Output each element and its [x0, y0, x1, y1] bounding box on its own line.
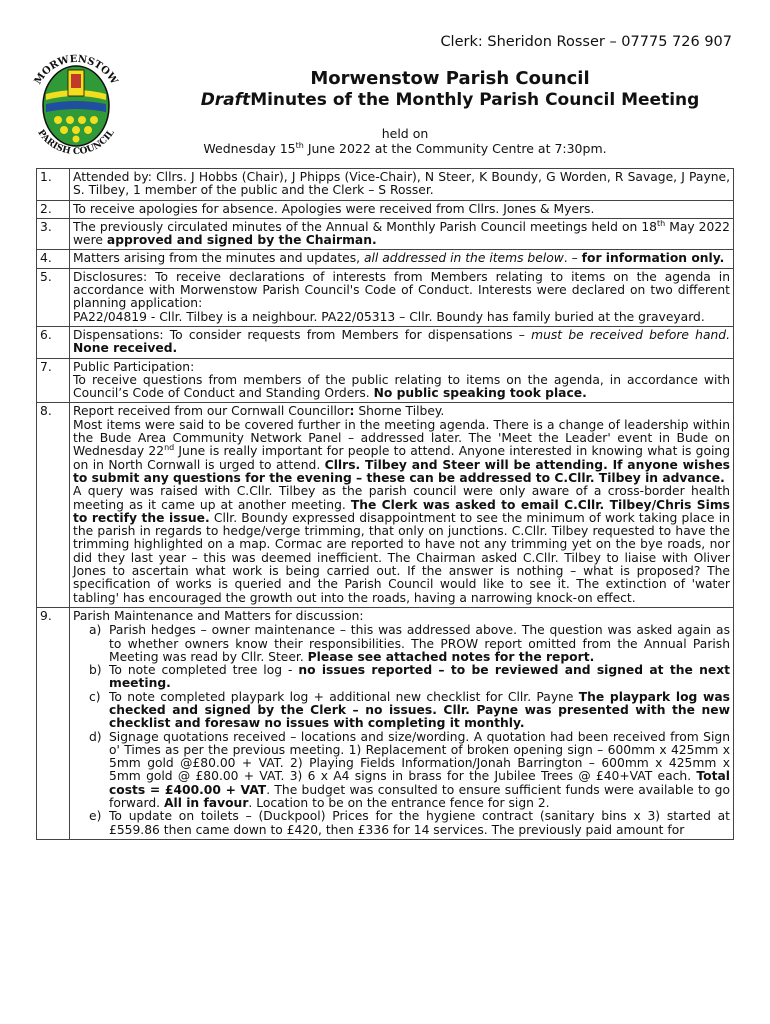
item-text: Parish Maintenance and Matters for discussion: a) Parish hedges – owner maintenance – this was addressed above. The question was asked again as to whether owners know their responsibilities. The PROW report omitted from the Annual Parish Meeting was read by Cllr. Steer. Please see attached notes for the report. b) To note completed tree log - no issues reported – to be reviewed and signed at the next meeting. c) To note completed playpark log + additional new checklist for Cllr. Payne The playpark log was checked and signed by the Clerk – no issues. Cllr. Payne was presented with the new checklist and foresaw no issues with completing it monthly. d) Signage quotations received – locations and size/wording. A quotation had been received from Sign o' Times as per the previous meeting. 1) Replacement of broken opening sign – 600mm x 425mm x 5mm gold @£80.00 + VAT. 2) Playing Fields Information/Jonah Barrington – 600mm x 425mm x 5mm gold @ £80.00 + VAT. 3) 6 x A4 signs in brass for the Jubilee Trees @ £40+VAT each. Total costs = £400.00 + VAT. The budget was consulted to ensure sufficient funds were available to go forward. All in favour. Location to be on the entrance fence for sign 2. e) To update on toilets – (Duckpool) Prices for the hygiene contract (sanitary bins x 3) started at £559.86 then came down to £420, then £336 for 14 services. The previously paid amount for: [70, 607, 734, 839]
item-number: 3.: [37, 218, 70, 250]
minutes-subtitle: DraftMinutes of the Monthly Parish Council Meeting: [200, 90, 700, 110]
minutes-row-3: [37, 218, 734, 250]
item-text: Report received from our Cornwall Councillor: Shorne Tilbey. Most items were said to be covered further in the meeting agenda. There is a change of leadership within the Bude Area Community Network Panel – addressed later. The 'Meet the Leader' event in Bude on Wednesday 22nd June is really important for people to attend. Anyone interested in knowing what is going on in North Cornwall is urged to attend. Cllrs. Tilbey and Steer will be attending. If anyone wishes to submit any questions for the evening – these can be addressed to C.Cllr. Tilbey in advance. A query was raised with C.Cllr. Tilbey as the parish council were only aware of a cross-border health meeting as it came up at another meeting. The Clerk was asked to email C.Cllr. Tilbey/Chris Sims to rectify the issue. Cllr. Boundy expressed disappointment to see the minimum of work taking place in the parish in regards to hedge/verge trimming, that only on junctions. C.Cllr. Tilbey requested to have the trimming highlighted on a map. Cormac are reported to have not any trimming yet on the bye roads, nor did they last year – this was deemed inefficient. The Chairman asked C.Cllr. Tilbey to liaise with Oliver Jones to ascertain what work is being carried out. If the answer is nothing – what is proposed? The specification of works is queried and the Parish Council would like to see it. The extinction of 'water tabling' has encouraged the growth out into the roads, having a narrowing knock-on effect.: [70, 403, 734, 607]
minutes-row-8: [37, 403, 734, 607]
item-number: 4.: [37, 250, 70, 268]
item-text: To receive apologies for absence. Apologies were received from Cllrs. Jones & Myers.: [70, 200, 734, 218]
sub-item: a) Parish hedges – owner maintenance – this was addressed above. The question was asked again as to whether owners know their responsibilities. The PROW report omitted from the Annual Parish Meeting was read by Cllr. Steer. Please see attached notes for the report.: [89, 623, 730, 664]
minutes-row-7: [37, 358, 734, 403]
minutes-table: [36, 168, 734, 840]
item-text: The previously circulated minutes of the Annual & Monthly Parish Council meetings held on 18th May 2022 were approved and signed by the Chairman.: [70, 218, 734, 250]
sub-item: e) To update on toilets – (Duckpool) Prices for the hygiene contract (sanitary bins x 3) started at £559.86 then came down to £420, then £336 for 14 services. The previously paid amount for: [89, 809, 730, 837]
item-number: 6.: [37, 326, 70, 358]
item-text: Dispensations: To consider requests from Members for dispensations – must be received before hand. None received.: [70, 326, 734, 358]
item-text: Matters arising from the minutes and updates, all addressed in the items below. – for information only.: [70, 250, 734, 268]
minutes-row-6: [37, 326, 734, 358]
sub-item: b) To note completed tree log - no issues reported – to be reviewed and signed at the next meeting.: [89, 663, 731, 691]
item-text: Public Participation: To receive questions from members of the public relating to items on the agenda, in accordance with Council’s Code of Conduct and Standing Orders. No public speaking took place.: [70, 358, 734, 403]
item-number: 2.: [37, 200, 70, 218]
sub-item: c) To note completed playpark log + additional new checklist for Cllr. Payne The playpark log was checked and signed by the Clerk – no issues. Cllr. Payne was presented with the new checklist and foresaw no issues with completing it monthly.: [89, 689, 730, 731]
sub-item-list: [73, 624, 730, 837]
item-number: 1.: [37, 169, 70, 201]
minutes-row-4: [37, 250, 734, 268]
sub-item: d) Signage quotations received – locations and size/wording. A quotation had been received from Sign o' Times as per the previous meeting. 1) Replacement of broken opening sign – 600mm x 425mm x 5mm gold @£80.00 + VAT. 2) Playing Fields Information/Jonah Barrington – 600mm x 425mm x 5mm gold @ £80.00 + VAT. 3) 6 x A4 signs in brass for the Jubilee Trees @ £40+VAT each. Total costs = £400.00 + VAT. The budget was consulted to ensure sufficient funds were available to go forward. All in favour. Location to be on the entrance fence for sign 2.: [89, 729, 730, 811]
item-number: 9.: [37, 607, 70, 839]
item-text: Attended by: Cllrs. J Hobbs (Chair), J Phipps (Vice-Chair), N Steer, K Boundy, G Worden, R Savage, J Payne, S. Tilbey, 1 member of the public and the Clerk – S Rosser.: [70, 169, 734, 201]
item-number: 5.: [37, 268, 70, 326]
svg-text:PARISH COUNCIL: PARISH COUNCIL: [35, 128, 117, 158]
minutes-row-1: [37, 169, 734, 201]
meeting-date: held on Wednesday 15th June 2022 at the Community Centre at 7:30pm.: [203, 126, 607, 156]
svg-text:MORWENSTOW: MORWENSTOW: [32, 53, 120, 87]
clerk-contact: Clerk: Sheridon Rosser – 07775 726 907: [440, 34, 732, 50]
item-text: Disclosures: To receive declarations of interests from Members relating to items on the agenda in accordance with Morwenstow Parish Council's Code of Conduct. Interests were declared on two different planning application: PA22/04819 - Cllr. Tilbey is a neighbour. PA22/05313 – Cllr. Boundy has family buried at the graveyard.: [70, 268, 734, 326]
council-title: Morwenstow Parish Council: [310, 68, 590, 89]
minutes-row-9: [37, 607, 734, 839]
item-number: 7.: [37, 358, 70, 403]
minutes-row-5: [37, 268, 734, 326]
minutes-row-2: [37, 200, 734, 218]
item-number: 8.: [37, 403, 70, 607]
